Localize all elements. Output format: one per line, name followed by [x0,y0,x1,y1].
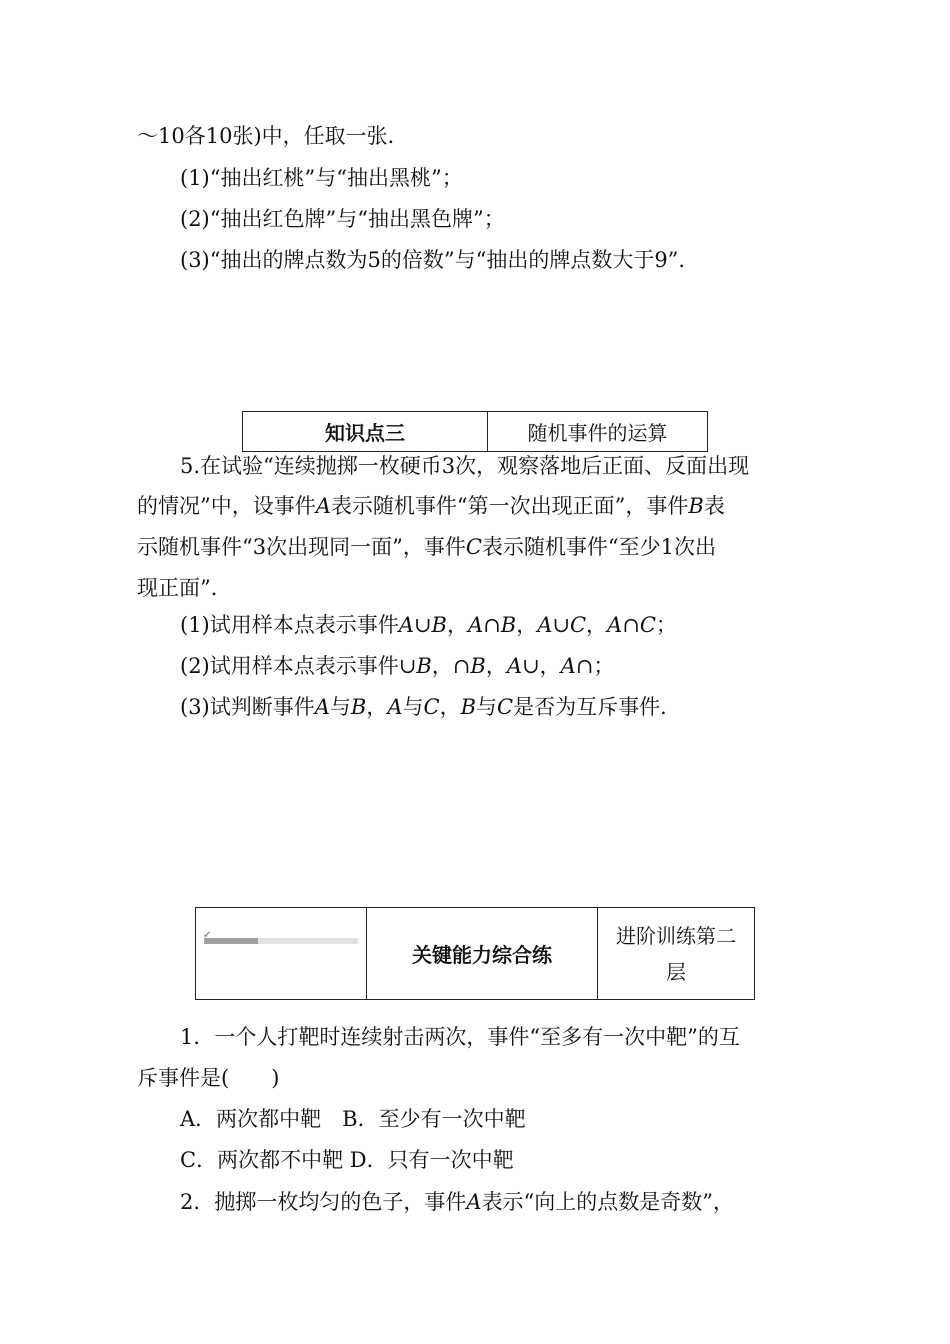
symbol: ， [516,613,538,637]
variable: A [398,613,414,637]
symbol: ， [485,654,507,678]
variable: B [350,695,367,719]
variable: A [466,1190,482,1214]
section-label: 知识点三 [243,412,488,452]
text-span: 2．抛掷一枚均匀的色子，事件 [180,1190,467,1214]
variable: B [470,654,486,678]
symbol: ， [446,613,468,637]
progress-bar [204,938,358,944]
text-span: (1)试用样本点表示事件 [180,613,399,637]
training-tag [598,908,755,1000]
variable: B [460,695,477,719]
sub-question [180,610,820,640]
text-span: 与 [329,695,351,719]
text-span: 与 [476,695,498,719]
variable: A [506,654,523,678]
text-line: (1)“抽出红桃”与“抽出黑桃”； [180,166,463,190]
symbol: ∪ [552,613,570,637]
text-span: 示随机事件“3次出现同一面”，事件 [137,535,466,559]
text-span: 表示随机事件“第一次出现正面”，事件 [330,494,689,518]
training-tag-line: 进阶训练第二 [616,923,736,948]
check-icon: ✔ [203,930,212,941]
variable: C [497,695,514,719]
variable: C [569,613,587,637]
variable: B [416,654,432,678]
question-text [180,1187,820,1217]
section-heading [242,411,708,452]
text-line: (2)“抽出红色牌”与“抽出黑色牌”； [180,207,505,231]
question-text: 现正面”． [137,576,232,600]
symbol: ∩ [452,654,471,678]
text-line: ～10各10张)中，任取一张． [137,124,409,148]
symbol: ∪ [398,654,417,678]
variable: C [465,535,482,559]
training-tag-line: 层 [666,959,686,984]
question-text: 1．一个人打靶时连续射击两次，事件“至多有一次中靶”的互 [180,1025,740,1049]
sub-question [180,692,820,722]
symbol: ； [655,613,677,637]
symbol: ， [431,654,453,678]
variable: A [560,654,576,678]
question-text: 斥事件是( ) [137,1066,280,1090]
symbol: ， [439,695,461,719]
symbol: ∪ [413,613,432,637]
symbol: ， [539,654,561,678]
text-span: (2)试用样本点表示事件 [180,654,399,678]
option-line: C．两次都不中靶 D．只有一次中靶 [180,1148,514,1172]
training-title: 关键能力综合练 [367,908,598,1000]
variable: A [607,613,623,637]
variable: A [315,494,331,518]
text-span: 表示“向上的点数是奇数”， [481,1190,735,1214]
variable: C [423,695,440,719]
symbol: ∩ [575,654,594,678]
variable: B [500,613,517,637]
text-line: (3)“抽出的牌点数为5的倍数”与“抽出的牌点数大于9”． [180,248,700,272]
question-text [137,532,817,562]
variable: A [467,613,484,637]
variable: A [314,695,330,719]
training-heading [195,907,755,1000]
symbol: ∩ [483,613,501,637]
variable: C [639,613,656,637]
variable: A [387,695,403,719]
text-span: 表 [703,494,725,518]
text-span: 是否为互斥事件． [513,695,682,719]
symbol: ∩ [622,613,640,637]
text-span: 表示随机事件“至少1次出 [481,535,717,559]
variable: B [431,613,447,637]
text-span: 与 [402,695,424,719]
variable: A [537,613,553,637]
sub-question [180,651,820,681]
variable: B [688,494,704,518]
progress-bar-fill [204,938,258,944]
text-span: 的情况”中，设事件 [137,494,316,518]
question-text: 5.在试验“连续抛掷一枚硬币3次，观察落地后正面、反面出现 [180,454,750,478]
progress-cell [196,908,367,1000]
question-text [137,491,817,521]
option-line: A．两次都中靶 B．至少有一次中靶 [180,1107,526,1131]
symbol: ， [586,613,608,637]
text-span: (3)试判断事件 [180,695,315,719]
symbol: ∪ [522,654,540,678]
symbol: ； [593,654,615,678]
symbol: ， [366,695,388,719]
section-title: 随机事件的运算 [488,412,708,452]
